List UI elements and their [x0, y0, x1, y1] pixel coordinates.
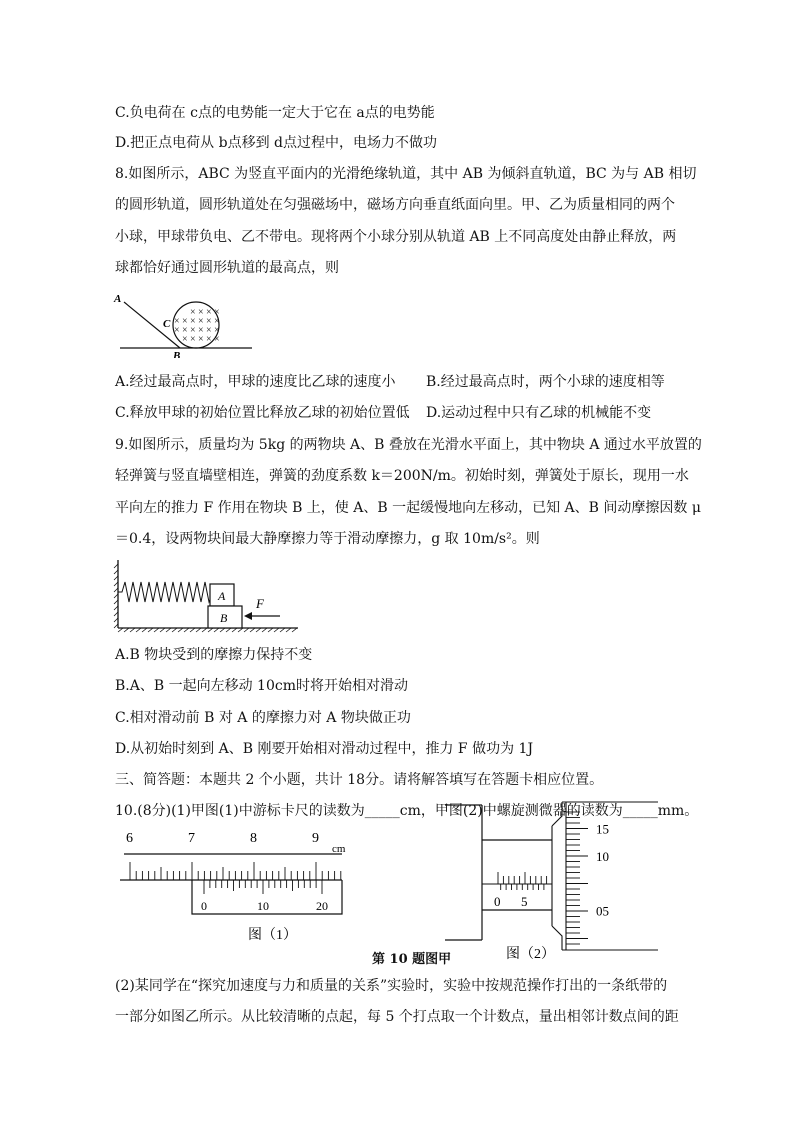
field-cross-mark: × — [198, 334, 204, 345]
ground-hatch — [114, 564, 297, 632]
q9-stem-line-2: 轻弹簧与竖直墙壁相连，弹簧的劲度系数 k＝200N/m。初始时刻，弹簧处于原长，现用一水 — [115, 468, 689, 484]
field-cross-mark: × — [182, 325, 188, 336]
vernier-scale-ticks — [204, 880, 322, 894]
field-cross-mark: × — [198, 307, 204, 318]
q9-option-c: C.相对滑动前 B 对 A 的摩擦力对 A 物块做正功 — [115, 710, 411, 726]
q9-label-f: F — [256, 596, 264, 611]
q8-label-b: B — [173, 350, 181, 358]
sleeve-label: 5 — [521, 894, 528, 909]
thimble-label: 10 — [596, 849, 609, 864]
q8-option-b: B.经过最高点时，两个小球的速度相等 — [426, 374, 665, 390]
sleeve-label: 0 — [494, 894, 501, 909]
field-cross-mark: × — [190, 334, 196, 345]
q7-option-d: D.把正点电荷从 b点移到 d点过程中，电场力不做功 — [115, 135, 437, 151]
q8-label-a: A — [114, 293, 122, 305]
q8-option-a: A.经过最高点时，甲球的速度比乙球的速度小 — [115, 374, 396, 390]
field-cross-mark: × — [214, 307, 220, 318]
micrometer-caption: 图（2） — [506, 947, 555, 960]
q9-option-d: D.从初始时刻到 A、B 刚要开始相对滑动过程中，推力 F 做功为 1J — [115, 741, 534, 757]
q9-option-b: B.A、B 一起向左移动 10cm时将开始相对滑动 — [115, 678, 408, 694]
caliper-unit: cm — [332, 843, 346, 855]
caliper-caption: 图（1） — [248, 928, 297, 943]
magnetic-field-marks — [174, 307, 220, 345]
q8-stem-line-3: 小球，甲球带负电、乙不带电。现将两个小球分别从轨道 AB 上不同高度处由静止释放，两 — [115, 229, 677, 245]
field-cross-mark: × — [174, 316, 180, 327]
field-cross-mark: × — [182, 334, 188, 345]
q9-stem-line-3: 平向左的推力 F 作用在物块 B 上，使 A、B 一起缓慢地向左移动，已知 A、B 间动摩擦因数 μ — [115, 500, 701, 516]
field-cross-mark: × — [206, 307, 212, 318]
thimble-labels — [596, 822, 609, 919]
field-cross-mark: × — [214, 334, 220, 345]
field-cross-mark: × — [214, 325, 220, 336]
q9-option-a: A.B 物块受到的摩擦力保持不变 — [115, 647, 313, 663]
field-cross-mark: × — [190, 316, 196, 327]
section-3-heading: 三、简答题：本题共 2 个小题，共计 18分。请将解答填写在答题卡相应位置。 — [115, 772, 604, 788]
main-scale-ticks — [130, 862, 341, 880]
micrometer-figure — [440, 800, 670, 960]
q8-option-c: C.释放甲球的初始位置比释放乙球的初始位置低 — [115, 405, 410, 421]
thimble-ticks — [566, 812, 588, 944]
field-cross-mark: × — [206, 325, 212, 336]
field-cross-mark: × — [198, 325, 204, 336]
q8-track-figure — [110, 288, 260, 358]
spring — [118, 582, 219, 602]
sleeve-labels — [494, 894, 528, 909]
q8-stem-line-1: 8.如图所示，ABC 为竖直平面内的光滑绝缘轨道，其中 AB 为倾斜直轨道，BC 为与 AB 相切 — [115, 166, 697, 182]
field-cross-mark: × — [206, 316, 212, 327]
q9-label-b: B — [220, 611, 228, 625]
q7-option-c: C.负电荷在 c点的电势能一定大于它在 a点的电势能 — [115, 105, 435, 121]
field-cross-mark: × — [214, 316, 220, 327]
main-scale-label: 8 — [250, 831, 257, 846]
q8-label-c: C — [163, 318, 171, 330]
q9-spring-blocks-figure — [110, 558, 305, 638]
q9-label-a: A — [218, 589, 226, 603]
q9-stem-line-4: ＝0.4，设两物块间最大静摩擦力等于滑动摩擦力，g 取 10m/s²。则 — [115, 531, 540, 547]
field-cross-mark: × — [198, 316, 204, 327]
vernier-scale-label: 20 — [316, 899, 328, 913]
vernier-scale-labels — [201, 899, 328, 913]
q8-option-d: D.运动过程中只有乙球的机械能不变 — [426, 405, 652, 421]
field-cross-mark: × — [190, 307, 196, 318]
q8-stem-line-2: 的圆形轨道，圆形轨道处在匀强磁场中，磁场方向垂直纸面向里。甲、乙为质量相同的两个 — [115, 197, 675, 213]
q8-stem-line-4: 球都恰好通过圆形轨道的最高点，则 — [115, 260, 339, 276]
thimble-label: 15 — [596, 821, 609, 837]
q9-stem-line-1: 9.如图所示，质量均为 5kg 的两物块 A、B 叠放在光滑水平面上，其中物块 A 通过水平放置的 — [115, 437, 702, 453]
vernier-scale-label: 0 — [201, 899, 207, 913]
field-cross-mark: × — [190, 325, 196, 336]
q10-stem: 10.(8分)(1)甲图(1)中游标卡尺的读数为_____cm，甲图(2)中螺旋测微器的读数为_____mm。 — [115, 803, 699, 819]
main-scale-labels — [126, 831, 319, 846]
sleeve-ticks — [498, 872, 547, 890]
main-scale-label: 7 — [188, 831, 195, 846]
q10-figure-caption: 第 10 题图甲 — [372, 952, 452, 967]
vernier-scale-label: 10 — [257, 899, 269, 913]
q10-part2-line-1: (2)某同学在“探究加速度与力和质量的关系”实验时，实验中按规范操作打出的一条纸带的 — [115, 978, 668, 994]
main-scale-label: 9 — [312, 831, 319, 846]
vernier-caliper-figure — [110, 822, 360, 950]
thimble-label: 05 — [596, 903, 609, 919]
field-cross-mark: × — [182, 316, 188, 327]
field-cross-mark: × — [206, 334, 212, 345]
q10-part2-line-2: 一部分如图乙所示。从比较清晰的点起，每 5 个打点取一个计数点，量出相邻计数点间的距 — [115, 1009, 679, 1025]
main-scale-label: 6 — [126, 831, 133, 846]
field-cross-mark: × — [174, 325, 180, 336]
